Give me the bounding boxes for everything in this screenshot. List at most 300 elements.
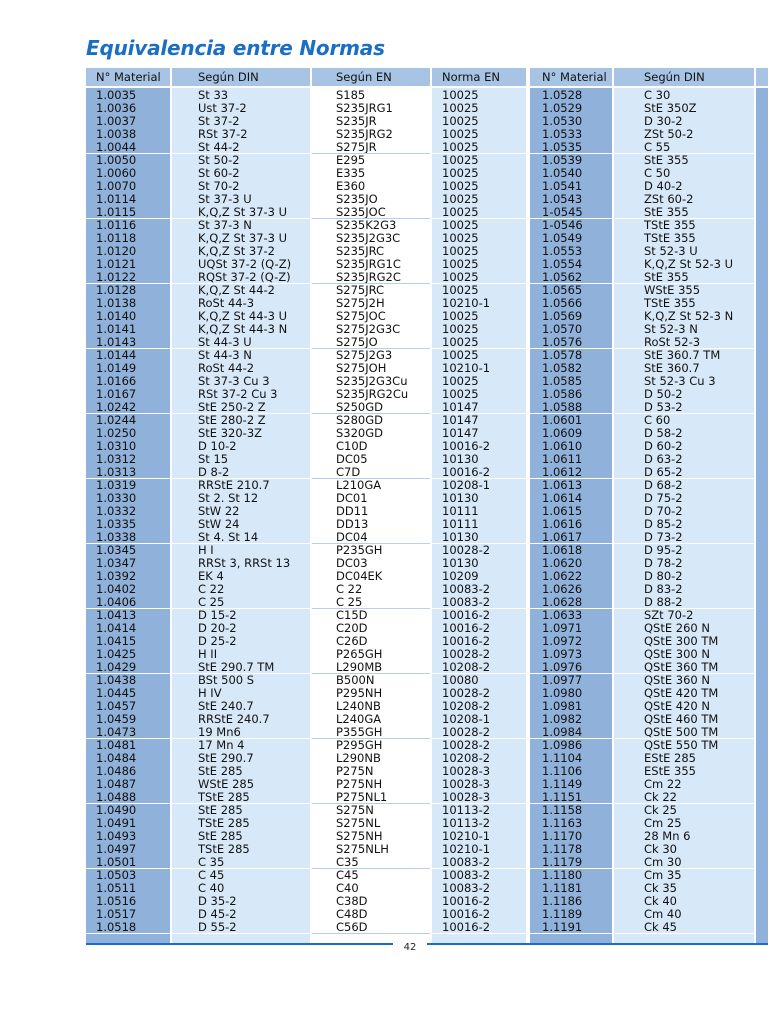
- column-next-edge: [756, 88, 768, 943]
- material-cell: 1.0330: [96, 492, 137, 505]
- din-cell: Cm 30: [614, 856, 754, 869]
- din-cell: C 55: [614, 141, 754, 154]
- en-cell: C15D: [336, 609, 368, 622]
- material-cell: 1.0516: [96, 895, 137, 908]
- material-cell: 1.0319: [96, 479, 137, 492]
- norma-cell: 10025: [442, 245, 479, 258]
- en-cell: DC01: [336, 492, 368, 505]
- din-cell: StE 360.7 TM: [644, 349, 721, 362]
- din-cell: St 33: [198, 89, 229, 102]
- din-cell: RSt 37-2: [198, 128, 248, 141]
- en-cell: E335: [336, 167, 366, 180]
- en-cell: P295NH: [336, 687, 383, 700]
- material-cell: 1.0626: [542, 583, 583, 596]
- norma-cell: 10111: [442, 518, 479, 531]
- norma-cell: 10025: [442, 154, 479, 167]
- material-cell: 1.0543: [542, 193, 583, 206]
- norma-cell: 10130: [442, 492, 479, 505]
- material-cell: 1.0562: [530, 271, 612, 284]
- din-cell: Ck 40: [644, 895, 677, 908]
- material-cell: 1.0622: [542, 570, 583, 583]
- en-cell: S235K2G3: [336, 219, 397, 232]
- norma-cell: 10025: [442, 128, 479, 141]
- din-cell: D 30-2: [644, 115, 683, 128]
- din-cell: Ck 45: [614, 921, 754, 934]
- din-cell: ZSt 60-2: [644, 193, 694, 206]
- norma-cell: 10025: [442, 102, 479, 115]
- en-cell: S275J2G3C: [336, 323, 401, 336]
- en-cell: DD11: [336, 505, 369, 518]
- norma-cell: 10025: [442, 349, 479, 362]
- din-cell: St 44-3 U: [172, 336, 310, 349]
- din-cell: K,Q,Z St 37-3 U: [172, 206, 310, 219]
- norma-cell: 10025: [432, 141, 526, 154]
- din-cell: ZSt 50-2: [644, 128, 694, 141]
- material-cell: 1.0554: [542, 258, 583, 271]
- material-cell: 1-0546: [542, 219, 583, 232]
- norma-cell: 10025: [442, 219, 479, 232]
- en-cell: B500N: [336, 674, 375, 687]
- material-cell: 1.0982: [542, 713, 583, 726]
- material-cell: 1.0553: [542, 245, 583, 258]
- din-cell: StE 285: [198, 765, 243, 778]
- material-cell: 1.0122: [86, 271, 170, 284]
- material-cell: 1.0986: [542, 739, 583, 752]
- en-cell: E360: [336, 180, 366, 193]
- material-cell: 1.0540: [542, 167, 583, 180]
- material-cell: 1.0457: [96, 700, 137, 713]
- material-cell: 1.0528: [542, 89, 583, 102]
- material-cell: 1.0313: [86, 466, 170, 479]
- din-cell: WStE 285: [198, 778, 255, 791]
- din-cell: StE 290.7: [198, 752, 254, 765]
- material-cell: 1.0984: [530, 726, 612, 739]
- din-cell: 17 Mn 4: [198, 739, 245, 752]
- din-cell: K,Q,Z St 52-3 N: [644, 310, 734, 323]
- en-cell: S275JR: [312, 141, 430, 154]
- material-cell: 1.0493: [96, 830, 137, 843]
- column-norma-en: [432, 88, 526, 943]
- norma-cell: 10028-2: [432, 726, 526, 739]
- din-cell: QStE 500 TM: [614, 726, 754, 739]
- material-cell: 1.0529: [542, 102, 583, 115]
- material-cell: 1.0620: [542, 557, 583, 570]
- en-cell: C 22: [336, 583, 363, 596]
- din-cell: TStE 285: [198, 817, 250, 830]
- norma-cell: 10028-2: [442, 687, 491, 700]
- material-cell: 1.1191: [530, 921, 612, 934]
- din-cell: QStE 300 TM: [644, 635, 719, 648]
- column-material-right: [530, 88, 612, 943]
- material-cell: 1.0044: [86, 141, 170, 154]
- material-cell: 1.0612: [530, 466, 612, 479]
- din-cell: D 25-2: [198, 635, 237, 648]
- din-cell: D 20-2: [198, 622, 237, 635]
- din-cell: QStE 360 TM: [614, 661, 754, 674]
- norma-cell: 10028-2: [442, 648, 491, 661]
- din-cell: D 83-2: [644, 583, 683, 596]
- en-cell: L240GA: [336, 713, 382, 726]
- material-cell: 1.0484: [96, 752, 137, 765]
- en-cell: S275JO: [312, 336, 430, 349]
- norma-cell: 10208-1: [442, 713, 491, 726]
- material-cell: 1.0973: [542, 648, 583, 661]
- material-cell: 1.0511: [96, 882, 137, 895]
- en-cell: S235JO: [336, 193, 378, 206]
- din-cell: H I: [198, 544, 214, 557]
- din-cell: StE 285: [198, 804, 243, 817]
- en-cell: C56D: [312, 921, 430, 934]
- en-cell: C26D: [336, 635, 368, 648]
- norma-cell: 10025: [442, 388, 479, 401]
- en-cell: S235JRG2C: [312, 271, 430, 284]
- header-material-left: N° Material: [86, 68, 170, 86]
- norma-cell: 10208-2: [442, 700, 491, 713]
- en-cell: P355GH: [312, 726, 430, 739]
- column-material-left: [86, 88, 170, 943]
- material-cell: 1.1180: [542, 869, 583, 882]
- material-cell: 1.0402: [96, 583, 137, 596]
- norma-cell: 10083-2: [432, 856, 526, 869]
- material-cell: 1.0050: [96, 154, 137, 167]
- en-cell: S275JOC: [336, 310, 386, 323]
- en-cell: S275NH: [336, 830, 383, 843]
- din-cell: St 70-2: [198, 180, 240, 193]
- din-cell: D 40-2: [644, 180, 683, 193]
- material-cell: 1.0250: [96, 427, 137, 440]
- din-cell: D 85-2: [644, 518, 683, 531]
- din-cell: EStE 285: [644, 752, 696, 765]
- material-cell: 1.1170: [542, 830, 583, 843]
- bottom-rule: [86, 943, 768, 945]
- material-cell: 1.0035: [96, 89, 137, 102]
- norma-cell: 10016-2: [442, 895, 491, 908]
- norma-cell: 10016-2: [442, 609, 491, 622]
- material-cell: 1.0617: [530, 531, 612, 544]
- header-norma-en: Norma EN: [432, 68, 526, 86]
- din-cell: H II: [198, 648, 218, 661]
- material-cell: 1.0491: [96, 817, 137, 830]
- material-cell: 1.0971: [542, 622, 583, 635]
- din-cell: Ck 35: [644, 882, 677, 895]
- din-cell: RoSt 44-3: [198, 297, 255, 310]
- material-cell: 1.0037: [96, 115, 137, 128]
- din-cell: St 52-3 N: [644, 323, 698, 336]
- en-cell: DC04: [312, 531, 430, 544]
- material-cell: 1.0609: [542, 427, 583, 440]
- en-cell: S275NLH: [336, 843, 389, 856]
- din-cell: D 58-2: [644, 427, 683, 440]
- material-cell: 1.0166: [96, 375, 137, 388]
- en-cell: S280GD: [336, 414, 384, 427]
- material-cell: 1.0549: [542, 232, 583, 245]
- material-cell: 1.0601: [542, 414, 583, 427]
- material-cell: 1.0565: [542, 284, 583, 297]
- din-cell: TStE 355: [644, 297, 696, 310]
- din-cell: St 2. St 12: [198, 492, 259, 505]
- norma-cell: 10210-1: [442, 843, 491, 856]
- en-cell: S235JOC: [312, 206, 430, 219]
- material-cell: 1.1149: [542, 778, 583, 791]
- material-cell: 1.0128: [96, 284, 137, 297]
- material-cell: 1.0628: [530, 596, 612, 609]
- din-cell: 19 Mn6: [172, 726, 310, 739]
- norma-cell: 10025: [442, 323, 479, 336]
- din-cell: StE 250-2 Z: [172, 401, 310, 414]
- en-cell: S235J2G3Cu: [336, 375, 408, 388]
- en-cell: S235JRG2: [336, 128, 393, 141]
- material-cell: 1.0167: [96, 388, 137, 401]
- norma-cell: 10083-2: [442, 583, 491, 596]
- material-cell: 1.0038: [96, 128, 137, 141]
- material-cell: 1.0338: [86, 531, 170, 544]
- en-cell: S235JR: [336, 115, 377, 128]
- din-cell: Cm 40: [644, 908, 682, 921]
- en-cell: C38D: [336, 895, 368, 908]
- norma-cell: 10025: [442, 180, 479, 193]
- din-cell: QStE 550 TM: [644, 739, 719, 752]
- norma-cell: 10209: [442, 570, 479, 583]
- material-cell: 1.0141: [96, 323, 137, 336]
- material-cell: 1.0445: [96, 687, 137, 700]
- en-cell: P275N: [336, 765, 374, 778]
- header-en: Según EN: [312, 68, 430, 86]
- en-cell: S235JRG2Cu: [336, 388, 409, 401]
- din-cell: RSt 37-2 Cu 3: [198, 388, 278, 401]
- header-din-right: Según DIN: [614, 68, 754, 86]
- din-cell: StE 355: [614, 271, 754, 284]
- din-cell: C 40: [198, 882, 225, 895]
- din-cell: C 50: [644, 167, 671, 180]
- en-cell: P265GH: [336, 648, 383, 661]
- material-cell: 1.0518: [86, 921, 170, 934]
- din-cell: EK 4: [198, 570, 224, 583]
- norma-cell: 10016-2: [442, 622, 491, 635]
- din-cell: StE 280-2 Z: [198, 414, 266, 427]
- en-cell: S275JOH: [336, 362, 387, 375]
- material-cell: 1.0115: [86, 206, 170, 219]
- material-cell: 1.0501: [86, 856, 170, 869]
- norma-cell: 10147: [432, 401, 526, 414]
- en-cell: C7D: [312, 466, 430, 479]
- din-cell: 28 Mn 6: [644, 830, 691, 843]
- din-cell: H IV: [198, 687, 222, 700]
- header-material-right: N° Material: [530, 68, 612, 86]
- norma-cell: 10028-2: [442, 739, 491, 752]
- norma-cell: 10025: [442, 89, 479, 102]
- din-cell: K,Q,Z St 44-3 N: [198, 323, 288, 336]
- material-cell: 1.0539: [542, 154, 583, 167]
- en-cell: S320GD: [336, 427, 384, 440]
- din-cell: K,Q,Z St 37-2: [198, 245, 276, 258]
- material-cell: 1.0473: [86, 726, 170, 739]
- en-cell: S235JRC: [336, 245, 385, 258]
- material-cell: 1.0530: [542, 115, 583, 128]
- en-cell: S185: [336, 89, 366, 102]
- column-din-left: [172, 88, 310, 943]
- en-cell: DC04EK: [336, 570, 383, 583]
- din-cell: TStE 285: [172, 791, 310, 804]
- material-cell: 1.0413: [96, 609, 137, 622]
- norma-cell: 10210-1: [442, 830, 491, 843]
- material-cell: 1.0149: [96, 362, 137, 375]
- material-cell: 1.0613: [542, 479, 583, 492]
- en-cell: L290NB: [336, 752, 381, 765]
- din-cell: D 88-2: [614, 596, 754, 609]
- en-cell: C20D: [336, 622, 368, 635]
- norma-cell: 10016-2: [432, 466, 526, 479]
- din-cell: K,Q,Z St 44-2: [198, 284, 276, 297]
- en-cell: P275NL1: [312, 791, 430, 804]
- material-cell: 1-0545: [530, 206, 612, 219]
- material-cell: 1.0610: [542, 440, 583, 453]
- din-cell: D 73-2: [614, 531, 754, 544]
- material-cell: 1.0144: [96, 349, 137, 362]
- din-cell: Ck 22: [614, 791, 754, 804]
- material-cell: 1.0312: [96, 453, 137, 466]
- material-cell: 1.0070: [96, 180, 137, 193]
- material-cell: 1.1189: [542, 908, 583, 921]
- material-cell: 1.0335: [96, 518, 137, 531]
- en-cell: C48D: [336, 908, 368, 921]
- norma-cell: 10025: [442, 375, 479, 388]
- norma-cell: 10111: [442, 505, 479, 518]
- norma-cell: 10025: [442, 167, 479, 180]
- en-cell: S275J2H: [336, 297, 385, 310]
- din-cell: D 78-2: [644, 557, 683, 570]
- norma-cell: 10083-2: [442, 882, 491, 895]
- din-cell: D 50-2: [644, 388, 683, 401]
- material-cell: 1.0244: [96, 414, 137, 427]
- din-cell: RRStE 210.7: [198, 479, 270, 492]
- material-cell: 1.0120: [96, 245, 137, 258]
- din-cell: Cm 25: [644, 817, 682, 830]
- norma-cell: 10025: [442, 310, 479, 323]
- din-cell: St 52-3 U: [644, 245, 698, 258]
- material-cell: 1.0490: [96, 804, 137, 817]
- din-cell: St 52-3 Cu 3: [644, 375, 716, 388]
- din-cell: St 60-2: [198, 167, 240, 180]
- en-cell: S235JRG1: [336, 102, 393, 115]
- din-cell: D 10-2: [198, 440, 237, 453]
- header-next-column: [756, 68, 768, 86]
- en-cell: C40: [336, 882, 359, 895]
- din-cell: D 8-2: [172, 466, 310, 479]
- material-cell: 1.0429: [86, 661, 170, 674]
- norma-cell: 10025: [432, 206, 526, 219]
- material-cell: 1.0140: [96, 310, 137, 323]
- norma-cell: 10025: [442, 232, 479, 245]
- din-cell: D 15-2: [198, 609, 237, 622]
- din-cell: K,Q,Z St 44-3 U: [198, 310, 288, 323]
- material-cell: 1.1181: [542, 882, 583, 895]
- din-cell: Ck 25: [644, 804, 677, 817]
- material-cell: 1.0588: [530, 401, 612, 414]
- din-cell: D 35-2: [198, 895, 237, 908]
- norma-cell: 10147: [442, 427, 479, 440]
- material-cell: 1.0486: [96, 765, 137, 778]
- material-cell: 1.1158: [542, 804, 583, 817]
- norma-cell: 10016-2: [432, 921, 526, 934]
- material-cell: 1.0118: [96, 232, 137, 245]
- norma-cell: 10210-1: [442, 362, 491, 375]
- column-din-right: [614, 88, 754, 943]
- material-cell: 1.0121: [96, 258, 137, 271]
- material-cell: 1.0977: [542, 674, 583, 687]
- material-cell: 1.0981: [542, 700, 583, 713]
- material-cell: 1.0611: [542, 453, 583, 466]
- norma-cell: 10025: [442, 115, 479, 128]
- material-cell: 1.0116: [96, 219, 137, 232]
- material-cell: 1.0585: [542, 375, 583, 388]
- material-cell: 1.0535: [530, 141, 612, 154]
- din-cell: C 45: [198, 869, 225, 882]
- material-cell: 1.1163: [542, 817, 583, 830]
- en-cell: E295: [336, 154, 366, 167]
- din-cell: St 37-3 Cu 3: [198, 375, 270, 388]
- material-cell: 1.0138: [96, 297, 137, 310]
- norma-cell: 10016-2: [442, 440, 491, 453]
- material-cell: 1.1178: [542, 843, 583, 856]
- din-cell: StE 350Z: [644, 102, 697, 115]
- material-cell: 1.1179: [530, 856, 612, 869]
- din-cell: EStE 355: [644, 765, 696, 778]
- din-cell: StW 24: [198, 518, 240, 531]
- din-cell: C 60: [644, 414, 671, 427]
- material-cell: 1.0406: [86, 596, 170, 609]
- din-cell: StW 22: [198, 505, 240, 518]
- en-cell: S275J2G3: [336, 349, 393, 362]
- din-cell: St 44-2: [172, 141, 310, 154]
- material-cell: 1.0392: [96, 570, 137, 583]
- din-cell: D 60-2: [644, 440, 683, 453]
- material-cell: 1.0576: [530, 336, 612, 349]
- material-cell: 1.0569: [542, 310, 583, 323]
- en-cell: DD13: [336, 518, 369, 531]
- norma-cell: 10113-2: [442, 817, 491, 830]
- din-cell: StE 290.7 TM: [172, 661, 310, 674]
- material-cell: 1.0980: [542, 687, 583, 700]
- material-cell: 1.0578: [542, 349, 583, 362]
- din-cell: StE 240.7: [198, 700, 254, 713]
- din-cell: D 53-2: [614, 401, 754, 414]
- norma-cell: 10208-1: [442, 479, 491, 492]
- din-cell: TStE 355: [644, 232, 696, 245]
- din-cell: D 70-2: [644, 505, 683, 518]
- en-cell: C10D: [336, 440, 368, 453]
- norma-cell: 10025: [432, 271, 526, 284]
- din-cell: StE 355: [644, 154, 689, 167]
- din-cell: D 80-2: [644, 570, 683, 583]
- din-cell: C 35: [172, 856, 310, 869]
- din-cell: K,Q,Z St 37-3 U: [198, 232, 288, 245]
- din-cell: Ck 30: [644, 843, 677, 856]
- norma-cell: 10028-3: [442, 765, 491, 778]
- en-cell: P235GH: [336, 544, 383, 557]
- en-cell: S250GD: [312, 401, 430, 414]
- norma-cell: 10083-2: [432, 596, 526, 609]
- din-cell: D 75-2: [644, 492, 683, 505]
- material-cell: 1.0616: [542, 518, 583, 531]
- en-cell: C35: [312, 856, 430, 869]
- din-cell: RRStE 240.7: [198, 713, 270, 726]
- din-cell: BSt 500 S: [198, 674, 255, 687]
- norma-cell: 10130: [442, 557, 479, 570]
- din-cell: UQSt 37-2 (Q-Z): [198, 258, 292, 271]
- din-cell: St 50-2: [198, 154, 240, 167]
- din-cell: D 68-2: [644, 479, 683, 492]
- din-cell: QStE 260 N: [644, 622, 710, 635]
